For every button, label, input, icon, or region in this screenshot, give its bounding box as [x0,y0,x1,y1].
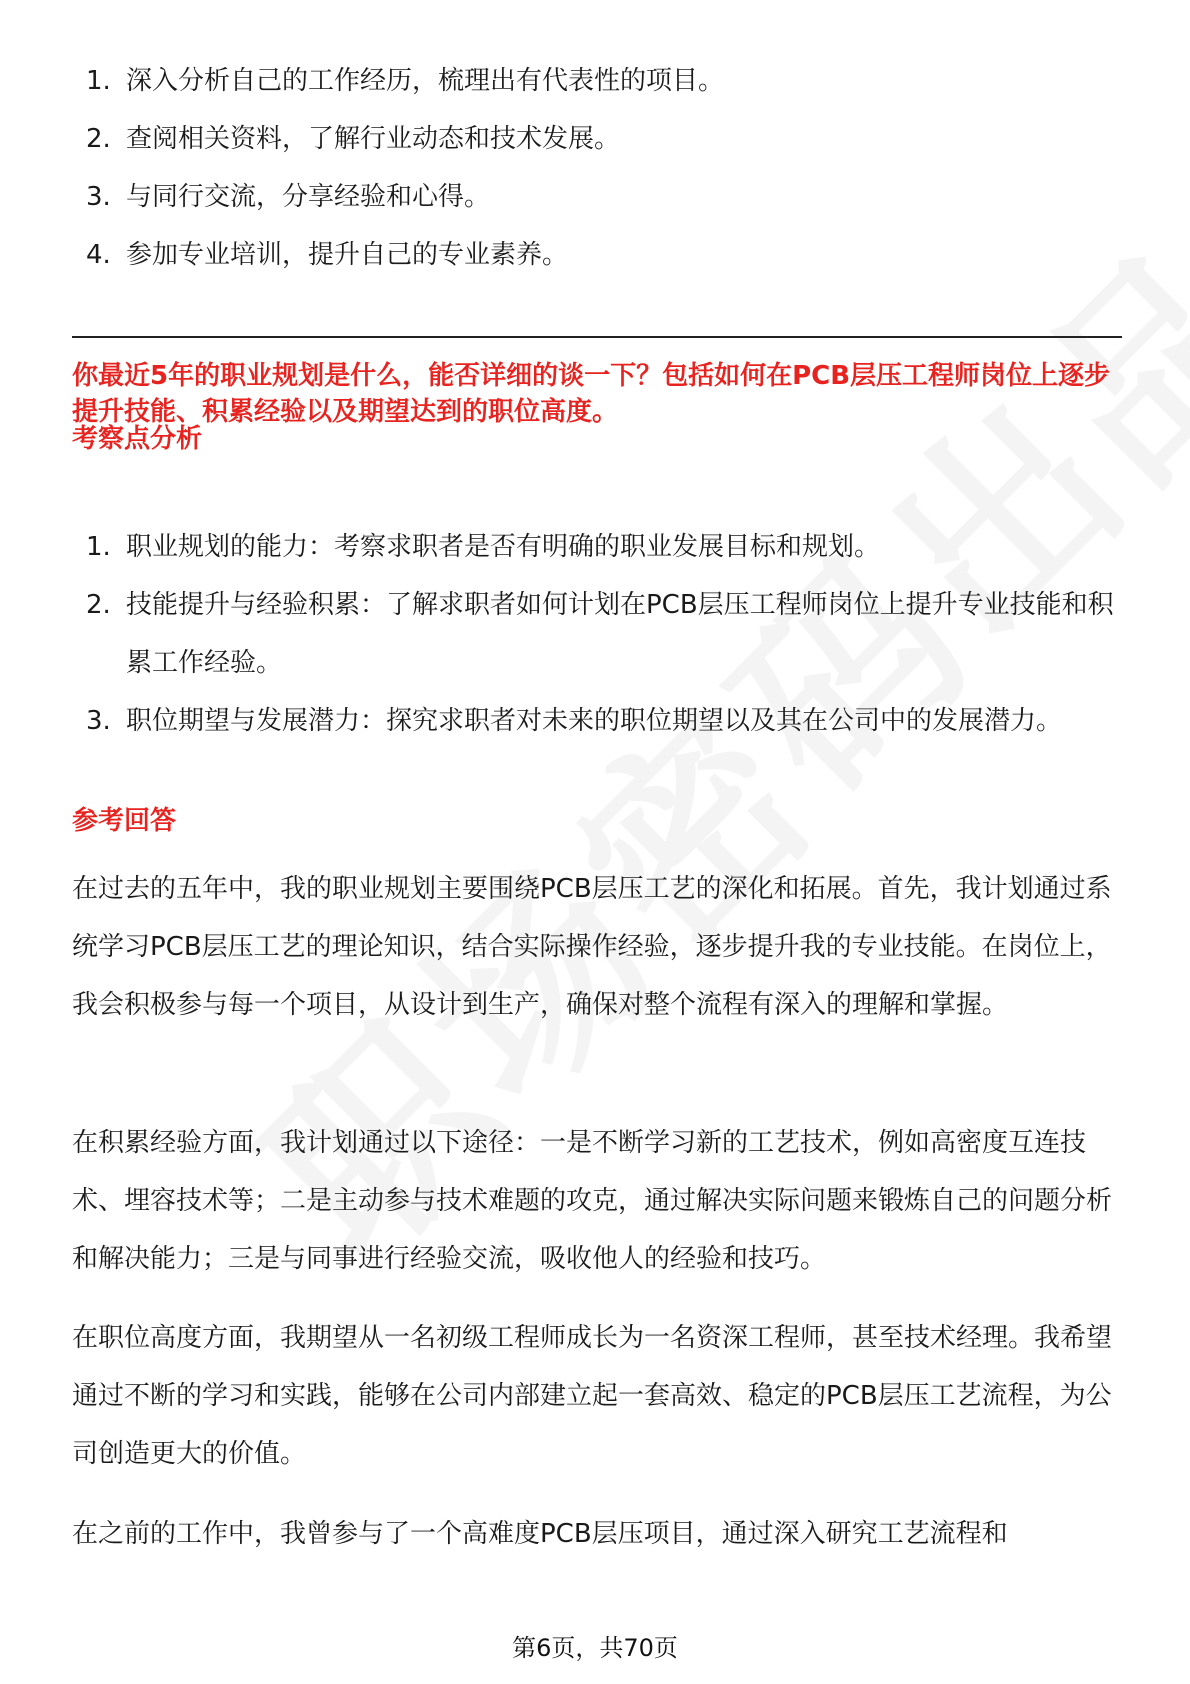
list-text: 参加专业培训，提升自己的专业素养。 [126,240,569,270]
list-text: 深入分析自己的工作经历，梳理出有代表性的项目。 [126,66,725,96]
list-item [72,226,1122,284]
list-number: 3. [86,706,111,736]
answer-paragraph: 在积累经验方面，我计划通过以下途径：一是不断学习新的工艺技术，例如高密度互连技术、埋容技术等；二是主动参与技术难题的攻克，通过解决实际问题来锻炼自己的问题分析和解决能力；三是与同事进行经验交流，吸收他人的经验和技巧。 [72,1128,1113,1274]
answer-paragraph: 在过去的五年中，我的职业规划主要围绕PCB层压工艺的深化和拓展。首先，我计划通过系统学习PCB层压工艺的理论知识，结合实际操作经验，逐步提升我的专业技能。在岗位上，我会积极参与每一个项目，从设计到生产，确保对整个流程有深入的理解和掌握。 [72,874,1112,1020]
list-item [72,168,1122,226]
section-divider [72,336,1122,338]
list-item [72,110,1122,168]
list-item [72,52,1122,110]
list-item [72,692,1122,750]
list-item [72,576,1122,692]
answer-paragraph: 在之前的工作中，我曾参与了一个高难度PCB层压项目，通过深入研究工艺流程和 [72,1519,1008,1549]
preparation-list [72,52,1122,284]
list-number: 1. [86,66,111,96]
answer-paragraph: 在职位高度方面，我期望从一名初级工程师成长为一名资深工程师，甚至技术经理。我希望通过不断的学习和实践，能够在公司内部建立起一套高效、稳定的PCB层压工艺流程，为公司创造更大的价值。 [72,1323,1113,1469]
list-text: 职业规划的能力：考察求职者是否有明确的职业发展目标和规划。 [126,532,881,562]
list-text: 与同行交流，分享经验和心得。 [126,182,491,212]
list-number: 2. [86,590,111,620]
interview-question: 你最近5年的职业规划是什么，能否详细的谈一下？包括如何在PCB层压工程师岗位上逐步提升技能、积累经验以及期望达到的职位高度。 [72,361,1111,427]
list-text: 查阅相关资料，了解行业动态和技术发展。 [126,124,621,154]
list-number: 2. [86,124,111,154]
list-number: 1. [86,532,111,562]
list-text: 职位期望与发展潜力：探究求职者对未来的职位期望以及其在公司中的发展潜力。 [126,706,1063,736]
list-item [72,518,1122,576]
analysis-heading: 考察点分析 [72,424,203,454]
reference-heading: 参考回答 [72,806,177,836]
list-number: 4. [86,240,111,270]
list-number: 3. [86,182,111,212]
analysis-list [72,518,1122,750]
list-text: 技能提升与经验积累：了解求职者如何计划在PCB层压工程师岗位上提升专业技能和积累工作经验。 [126,590,1114,678]
page-number: 第6页，共70页 [512,1634,678,1662]
